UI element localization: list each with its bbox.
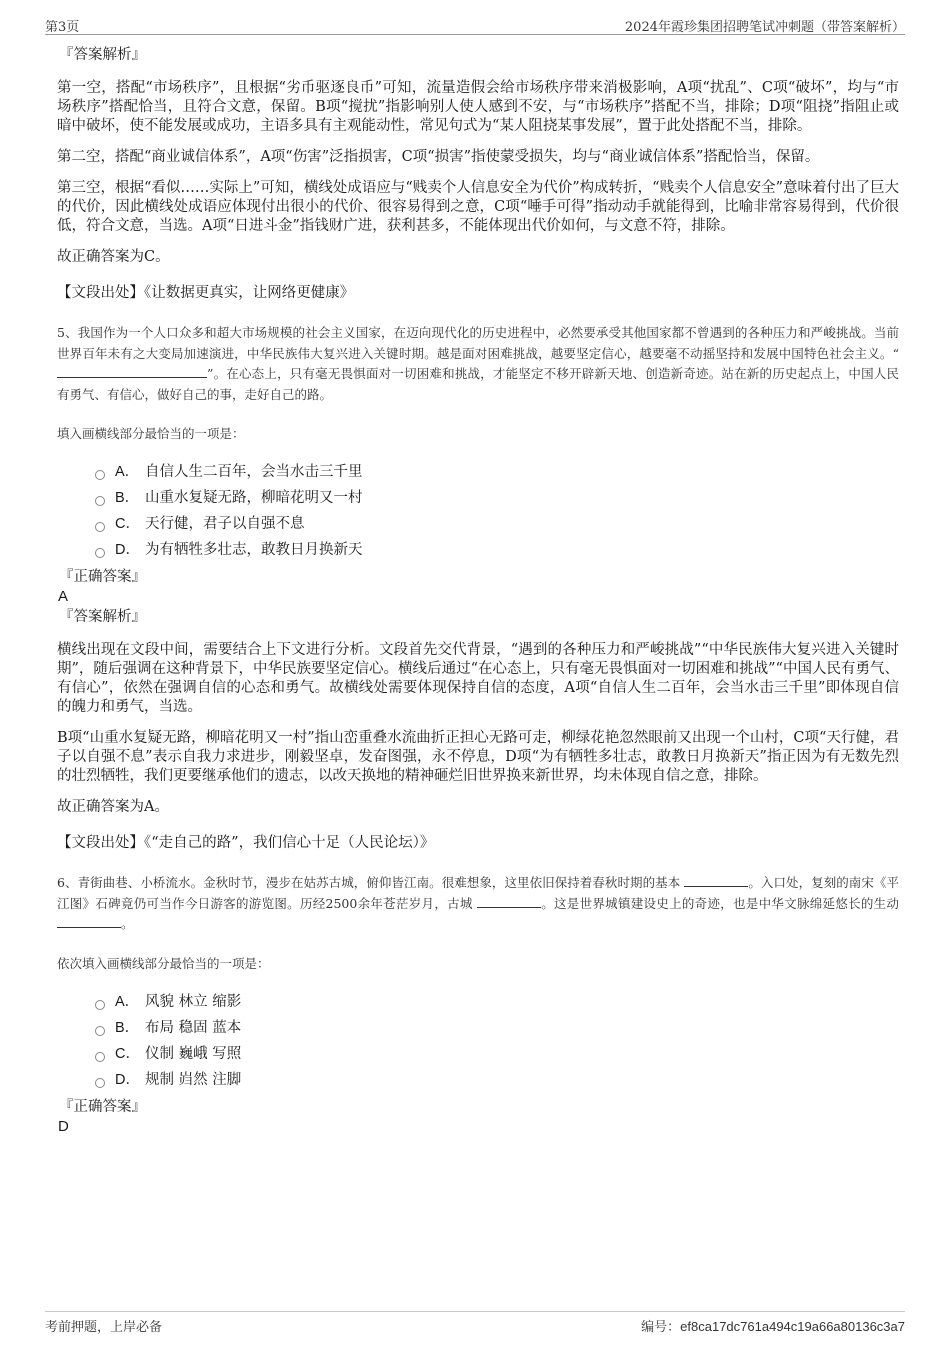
correct-answer: A — [58, 588, 69, 605]
radio-icon[interactable] — [95, 548, 105, 558]
answer-label: 『正确答案』 — [59, 1098, 146, 1115]
radio-icon[interactable] — [95, 1078, 105, 1088]
analysis-paragraph: 第一空，搭配“市场秩序”，且根据“劣币驱逐良币”可知，流量造假会给市场秩序带来消极影响，A项“扰乱”、C项“破坏”，均与“市场秩序”搭配恰当，且符合文意，保留。B项“搅扰”指影响别人使人感到不安，与“市场秩序”搭配不当，排除；D项“阻挠”指阻止或暗中破坏，使不能发展或成功，主语多具有主观能动性，常见句式为“某人阻挠某事发展”，置于此处搭配不当，排除。 — [57, 80, 899, 134]
analysis-conclusion: 故正确答案为C。 — [57, 249, 170, 265]
analysis-label: 『答案解析』 — [59, 47, 146, 63]
analysis-paragraph: B项“山重水复疑无路，柳暗花明又一村”指山峦重叠水流曲折正担心无路可走，柳绿花艳忽然眼前又出现一个山村，C项“天行健，君子以自强不息”表示自我力求进步，刚毅坚卓，发奋图强，永不停息，D项“为有牺牲多壮志，敢教日月换新天”指正因为有无数先烈的壮烈牺牲，我们更要继承他们的遗志，以改天换地的精神砸烂旧世界换来新世界，均未体现自信之意，排除。 — [57, 730, 899, 784]
radio-icon[interactable] — [95, 470, 105, 480]
source-citation: 【文段出处】《“走自己的路”，我们信心十足（人民论坛）》 — [57, 835, 435, 851]
radio-icon[interactable] — [95, 1052, 105, 1062]
option-list — [95, 989, 899, 1093]
option-d[interactable]: D． 规制 岿然 注脚 — [95, 1067, 899, 1093]
question-instruction: 填入画横线部分最恰当的一项是： — [57, 426, 245, 441]
question-stem: 5、我国作为一个人口众多和超大市场规模的社会主义国家，在迈向现代化的历史进程中，必然要承受其他国家都不曾遇到的各种压力和严峻挑战。当前世界百年未有之大变局加速演进，中华民族伟大复兴进入关键时期。越是面对困难挑战，越要坚定信心，越要毫不动摇坚持和发展中国特色社会主义。“”。在心态上，只有毫无畏惧面对一切困难和挑战，才能坚定不移开辟新天地、创造新奇迹。站在新的历史起点上，中国人民有勇气、有信心，做好自己的事，走好自己的路。 — [57, 325, 899, 402]
question-stem: 6、青街曲巷、小桥流水。金秋时节，漫步在姑苏古城，俯仰皆江南。很难想象，这里依旧保持着春秋时期的基本 。入口处，复刻的南宋《平江图》石碑竟仍可当作今日游客的游览图。历经2500余年苍茫岁月，古城 。这是世界城镇建设史上的奇迹，也是中华文脉绵延悠长的生动 。 — [57, 875, 899, 931]
fill-blank — [57, 364, 207, 378]
page-footer — [45, 1311, 905, 1334]
document-code: 编号：ef8ca17dc761a494c19a66a80136c3a7 — [641, 1319, 905, 1335]
question-5 — [57, 323, 899, 853]
page-header — [45, 14, 905, 35]
answer-label: 『正确答案』 — [59, 569, 146, 585]
source-citation: 【文段出处】《让数据更真实，让网络更健康》 — [57, 285, 355, 301]
question-6 — [57, 873, 899, 1137]
option-c[interactable]: C． 仪制 巍峨 写照 — [95, 1041, 899, 1067]
document-title: 2024年霞珍集团招聘笔试冲刺题（带答案解析） — [624, 20, 905, 35]
correct-answer: D — [58, 1117, 69, 1135]
radio-icon[interactable] — [95, 1026, 105, 1036]
fill-blank — [57, 914, 121, 928]
question-instruction: 依次填入画横线部分最恰当的一项是： — [57, 955, 270, 971]
analysis-label: 『答案解析』 — [59, 609, 146, 625]
q4-analysis — [57, 45, 899, 303]
option-list — [95, 459, 899, 563]
option-b[interactable]: B． 布局 稳固 蓝本 — [95, 1015, 899, 1041]
fill-blank — [477, 894, 541, 908]
option-c[interactable]: C． 天行健，君子以自强不息 — [95, 511, 899, 537]
option-a[interactable]: A． 风貌 林立 缩影 — [95, 989, 899, 1015]
analysis-paragraph: 第三空，根据“看似……实际上”可知，横线处成语应与“贱卖个人信息安全为代价”构成转折，“贱卖个人信息安全”意味着付出了巨大的代价，因此横线处成语应体现付出很小的代价、很容易得到之意，C项“唾手可得”指动动手就能得到，比喻非常容易得到，代价很低，符合文意，当选。A项“日进斗金”指钱财广进，获利甚多，不能体现出代价如何，与文意不符，排除。 — [57, 180, 899, 234]
page-number: 第3页 — [45, 20, 80, 35]
fill-blank — [684, 873, 748, 887]
analysis-paragraph: 第二空，搭配“商业诚信体系”，A项“伤害”泛指损害，C项“损害”指使蒙受损失，均与“商业诚信体系”搭配恰当，保留。 — [57, 149, 820, 165]
option-d[interactable]: D． 为有牺牲多壮志，敢教日月换新天 — [95, 537, 899, 563]
document-body — [57, 45, 899, 1137]
radio-icon[interactable] — [95, 496, 105, 506]
radio-icon[interactable] — [95, 1000, 105, 1010]
analysis-paragraph: 横线出现在文段中间，需要结合上下文进行分析。文段首先交代背景，“遇到的各种压力和严峻挑战”“中华民族伟大复兴进入关键时期”，随后强调在这种背景下，中华民族要坚定信心。横线后通过“在心态上，只有毫无畏惧面对一切困难和挑战”“中国人民有勇气、有信心”，依然在强调自信的心态和勇气。故横线处需要体现保持自信的态度，A项“自信人生二百年，会当水击三千里”即体现自信的魄力和勇气，当选。 — [57, 642, 899, 715]
footer-slogan: 考前押题，上岸必备 — [45, 1320, 163, 1335]
radio-icon[interactable] — [95, 522, 105, 532]
analysis-conclusion: 故正确答案为A。 — [57, 799, 169, 815]
option-a[interactable]: A． 自信人生二百年，会当水击三千里 — [95, 459, 899, 485]
option-b[interactable]: B． 山重水复疑无路，柳暗花明又一村 — [95, 485, 899, 511]
